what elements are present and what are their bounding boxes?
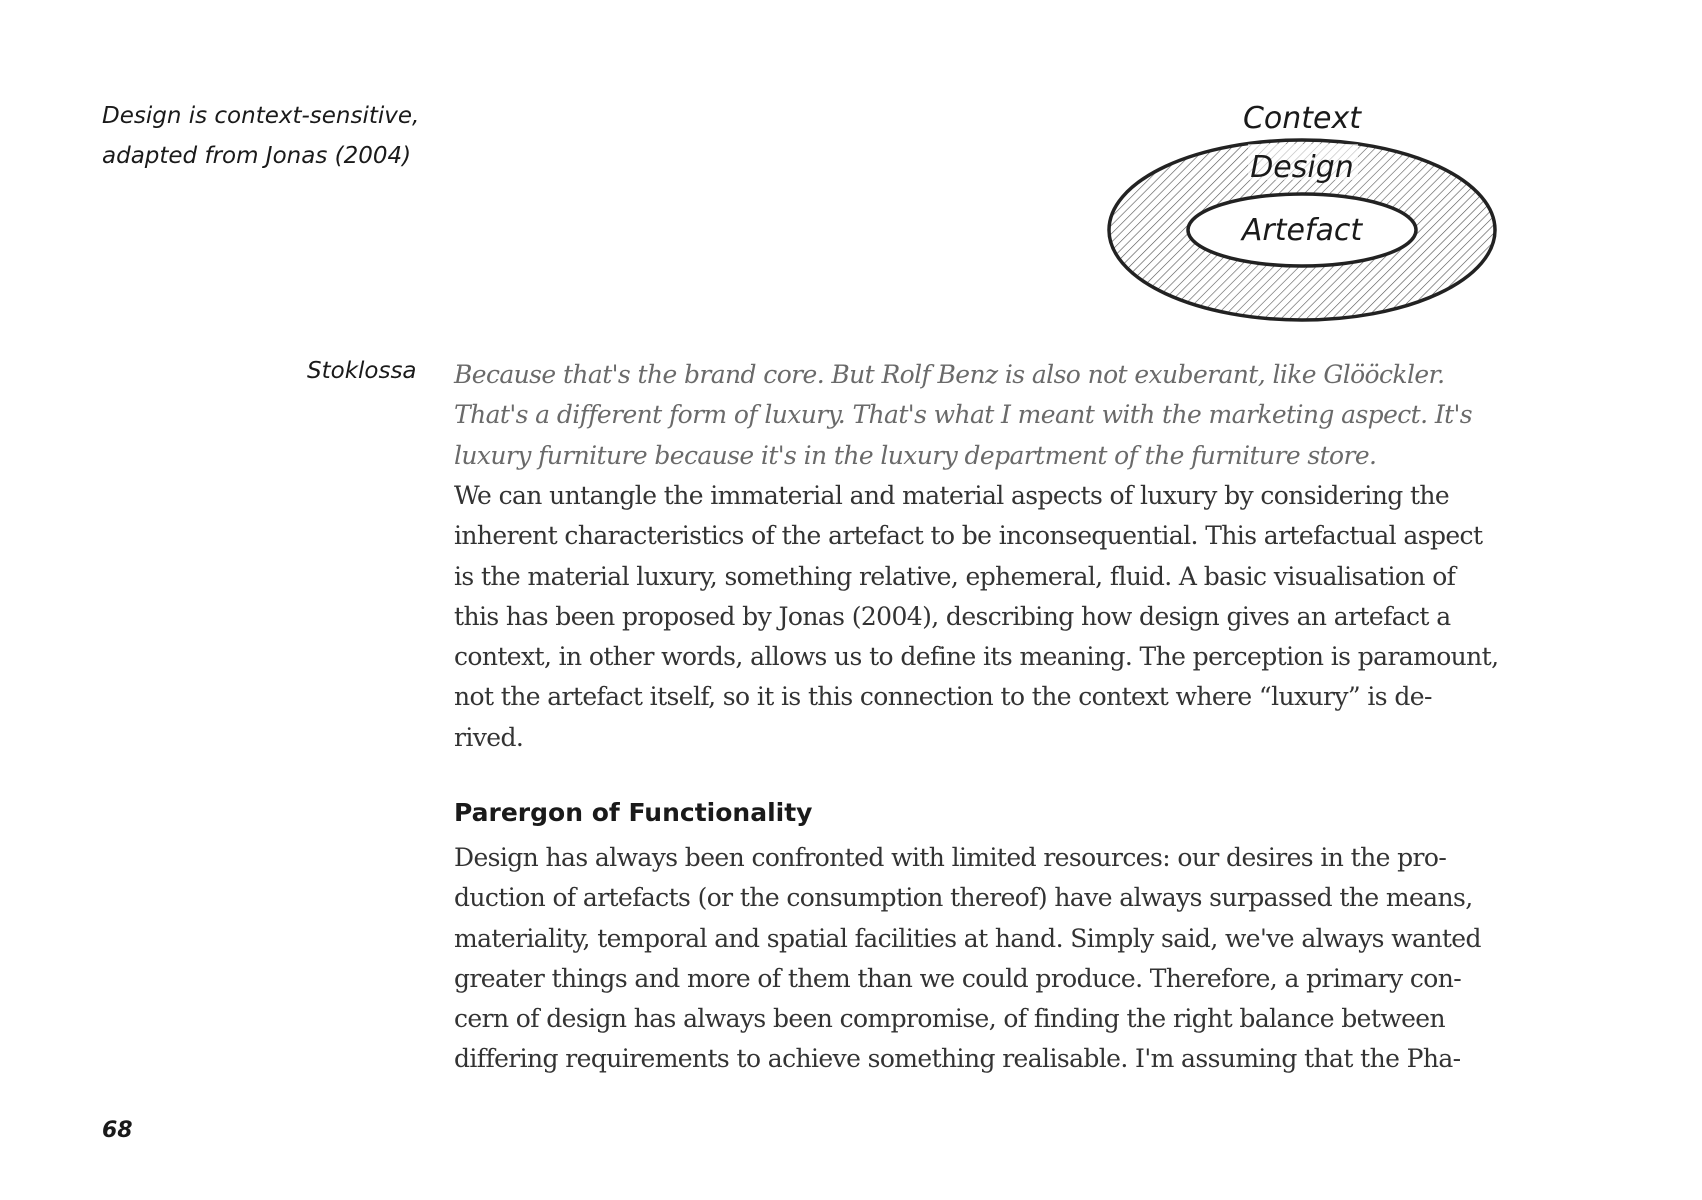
paragraph-line: Design has always been confronted with limited resources: our desires in the pro- bbox=[454, 843, 1447, 872]
paragraph-line: cern of design has always been compromise, of finding the right balance between bbox=[454, 1004, 1446, 1034]
artefact-label: Artefact bbox=[1241, 213, 1363, 248]
paragraph-line: context, in other words, allows us to define its meaning. The perception is paramount, bbox=[454, 642, 1499, 672]
paragraph-line: differing requirements to achieve something realisable. I'm assuming that the Pha- bbox=[454, 1044, 1461, 1074]
quote-line: That's a different form of luxury. That's what I meant with the marketing aspect. It's bbox=[454, 400, 1473, 430]
paragraph-line: inherent characteristics of the artefact to be inconsequential. This artefactual aspect bbox=[454, 521, 1483, 551]
body-paragraph-2 bbox=[454, 838, 1614, 1080]
caption-line: adapted from Jonas (2004) bbox=[102, 143, 412, 169]
paragraph-line: rived. bbox=[454, 722, 524, 752]
design-label: Design bbox=[1250, 150, 1354, 185]
context-design-artefact-diagram bbox=[1100, 92, 1500, 332]
body-paragraph-1 bbox=[454, 476, 1614, 758]
figure-caption bbox=[102, 96, 482, 176]
paragraph-line: duction of artefacts (or the consumption thereof) have always surpassed the means, bbox=[454, 883, 1473, 913]
paragraph-line: is the material luxury, something relative, ephemeral, fluid. A basic visualisation of bbox=[454, 561, 1456, 591]
page-number: 68 bbox=[102, 1118, 133, 1143]
paragraph-line: greater things and more of them than we could produce. Therefore, a primary con- bbox=[454, 963, 1462, 993]
quote-line: luxury furniture because it's in the luxury department of the furniture store. bbox=[454, 440, 1377, 470]
paragraph-line: materiality, temporal and spatial facilities at hand. Simply said, we've always wanted bbox=[454, 923, 1481, 953]
paragraph-line: this has been proposed by Jonas (2004), describing how design gives an artefact a bbox=[454, 601, 1451, 631]
quote-line: Because that's the brand core. But Rolf Benz is also not exuberant, like Glööckler. bbox=[454, 360, 1445, 389]
paragraph-line: We can untangle the immaterial and material aspects of luxury by considering the bbox=[454, 481, 1450, 510]
section-heading: Parergon of Functionality bbox=[454, 798, 813, 827]
paragraph-line: not the artefact itself, so it is this connection to the context where “luxury” is de- bbox=[454, 682, 1432, 712]
interview-quote bbox=[454, 355, 1614, 476]
speaker-name: Stoklossa bbox=[307, 358, 417, 384]
caption-line: Design is context-sensitive, bbox=[102, 103, 420, 129]
context-label: Context bbox=[1242, 101, 1362, 136]
